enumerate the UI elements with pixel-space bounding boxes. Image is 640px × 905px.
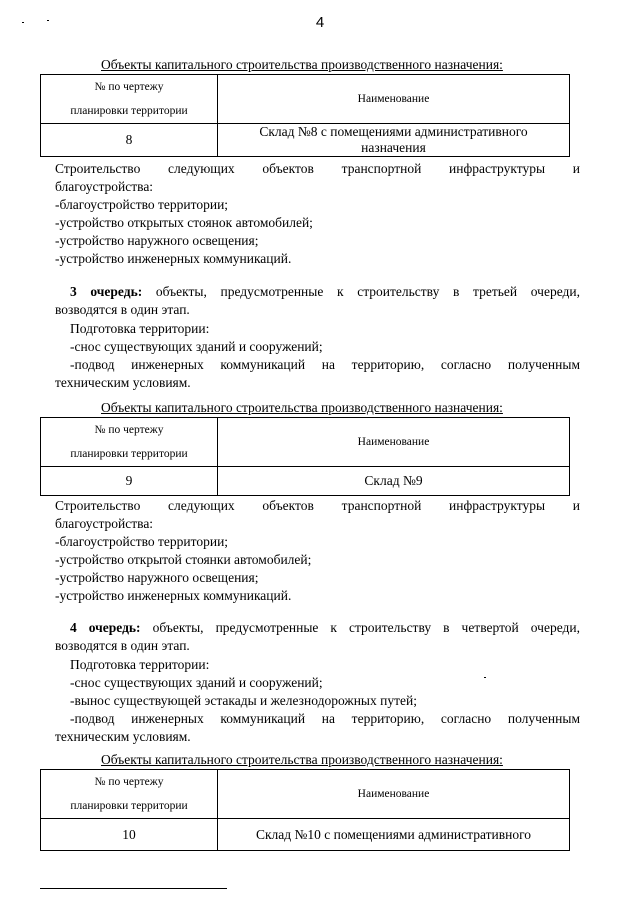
row-name-line: назначения <box>361 140 426 155</box>
table-caption: Объекты капитального строительства производственного назначения: <box>101 400 503 415</box>
list-item: -снос существующих зданий и сооружений; <box>70 339 323 354</box>
paragraph-line: техническим условиям. <box>55 729 191 744</box>
row-name-line: Склад №8 с помещениями административного <box>259 124 528 139</box>
column-header-name: Наименование <box>218 770 570 819</box>
list-item: -устройство наружного освещения; <box>55 570 259 585</box>
stage-label: 4 очередь: <box>70 620 141 635</box>
row-number: 8 <box>41 124 218 157</box>
list-item: -вынос существующей эстакады и железнодорожных путей; <box>70 693 417 708</box>
header-line: планировки территории <box>70 800 188 812</box>
stage-heading <box>70 283 580 301</box>
paragraph-line: Строительство следующих объектов транспортной инфраструктуры и <box>55 161 580 176</box>
paragraph-line: Подготовка территории: <box>70 321 210 336</box>
table-caption: Объекты капитального строительства производственного назначения: <box>101 752 503 767</box>
paragraph-line: возводятся в один этап. <box>55 302 190 317</box>
column-header-number <box>41 418 218 467</box>
paragraph-line: Подготовка территории: <box>70 657 210 672</box>
stage-text: объекты, предусмотренные к строительству в четвертой очереди, <box>140 620 580 635</box>
row-number: 10 <box>41 819 218 851</box>
header-line: планировки территории <box>70 448 188 460</box>
header-line: № по чертежу <box>94 776 164 788</box>
objects-table <box>40 417 570 496</box>
scan-speck <box>47 20 49 21</box>
objects-table <box>40 769 570 851</box>
list-item: -устройство открытой стоянки автомобилей; <box>55 552 312 567</box>
page-number: 4 <box>315 14 325 31</box>
list-item: -устройство наружного освещения; <box>55 233 259 248</box>
paragraph-line: благоустройства: <box>55 516 154 531</box>
header-line: № по чертежу <box>94 424 164 436</box>
list-item: -подвод инженерных коммуникаций на территорию, согласно полученным <box>70 357 580 372</box>
paragraph-line: техническим условиям. <box>55 375 191 390</box>
list-item: -устройство открытых стоянок автомобилей; <box>55 215 313 230</box>
column-header-name: Наименование <box>218 75 570 124</box>
column-header-name: Наименование <box>218 418 570 467</box>
paragraph-line: Строительство следующих объектов транспортной инфраструктуры и <box>55 498 580 513</box>
scan-speck <box>484 677 486 678</box>
paragraph-line: благоустройства: <box>55 179 154 194</box>
list-item: -устройство инженерных коммуникаций. <box>55 588 292 603</box>
list-item: -подвод инженерных коммуникаций на территорию, согласно полученным <box>70 711 580 726</box>
header-line: № по чертежу <box>94 81 164 93</box>
list-item: -устройство инженерных коммуникаций. <box>55 251 292 266</box>
row-number: 9 <box>41 467 218 496</box>
row-name: Склад №10 с помещениями административного <box>218 819 570 851</box>
header-line: планировки территории <box>70 105 188 117</box>
table-caption: Объекты капитального строительства производственного назначения: <box>101 57 503 72</box>
row-name: Склад №9 <box>218 467 570 496</box>
list-item: -снос существующих зданий и сооружений; <box>70 675 323 690</box>
stage-label: 3 очередь: <box>70 284 143 299</box>
objects-table <box>40 74 570 157</box>
row-name <box>218 124 570 157</box>
scan-speck <box>22 22 24 23</box>
stage-heading <box>70 619 580 637</box>
column-header-number <box>41 770 218 819</box>
column-header-number <box>41 75 218 124</box>
footnote-rule <box>40 888 227 889</box>
list-item: -благоустройство территории; <box>55 534 229 549</box>
list-item: -благоустройство территории; <box>55 197 229 212</box>
stage-text: объекты, предусмотренные к строительству в третьей очереди, <box>142 284 580 299</box>
paragraph-line: возводятся в один этап. <box>55 638 190 653</box>
